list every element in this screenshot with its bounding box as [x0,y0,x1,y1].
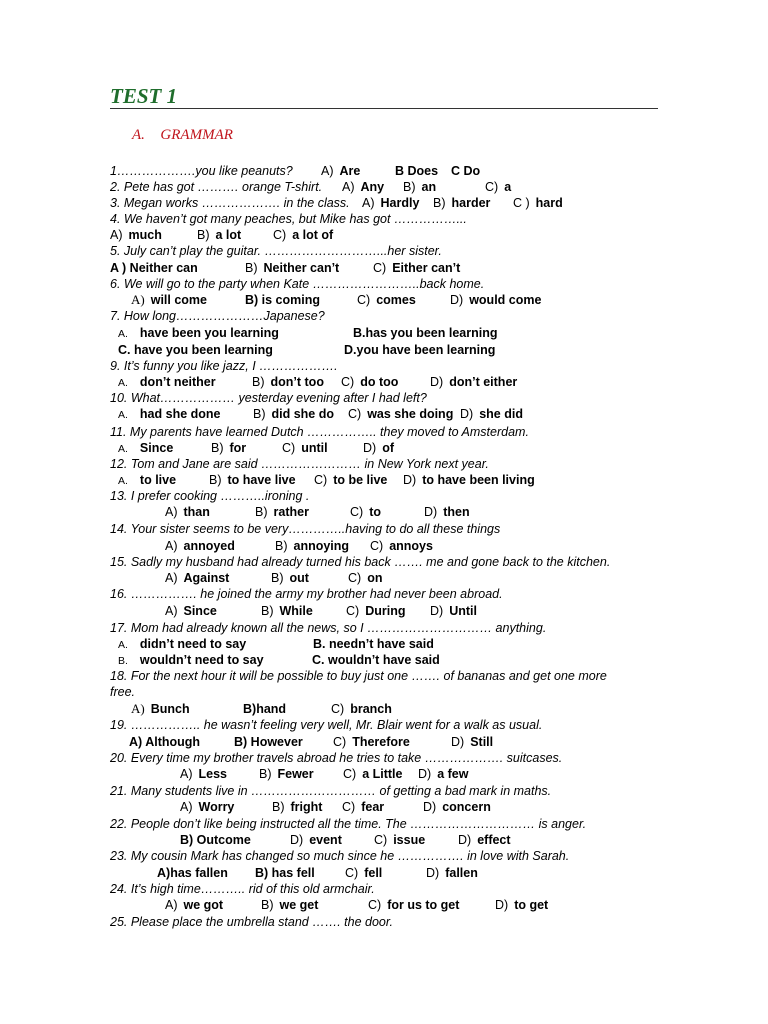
option-text: Therefore [352,735,410,749]
option-letter: B) [255,505,268,519]
option-letter: B) [272,800,285,814]
question-q18cont [110,684,135,700]
question-text: 1……………….you like peanuts? [110,164,293,178]
option-letter: C) [341,375,355,389]
option-text: Hardly [380,196,420,210]
option-text: effect [477,833,511,847]
answer-option-q11a [118,440,173,456]
option-text: we get [279,898,319,912]
option-letter: A) [110,228,123,242]
question-text: 5. July can’t play the guitar. ………………………...her sister. [110,244,442,258]
option-letter: D) [460,407,474,421]
answer-option-q19c [333,734,410,750]
option-letter: B) [403,180,416,194]
option-text: was she doing [367,407,454,421]
option-letter: D) [495,898,509,912]
question-text: 10. What……………… yesterday evening after I had left? [110,391,427,405]
answer-option-q19b [234,734,303,750]
option-text: a few [437,767,469,781]
question-text: 14. Your sister seems to be very…………..having to do all these things [110,522,501,536]
option-text: a lot of [292,228,334,242]
question-q23 [110,848,569,864]
option-letter: A) [165,898,178,912]
option-text: she did [479,407,523,421]
option-letter: A. [118,409,128,421]
option-letter: C) [373,261,387,275]
option-letter: B) [253,407,266,421]
section-prefix: A. [132,127,145,143]
option-text: a [504,180,512,194]
option-letter: D) [458,833,472,847]
option-text: do too [360,375,399,389]
option-letter: A. [118,328,128,340]
answer-option-q4b [197,227,241,243]
answer-option-q6b [245,292,320,308]
option-text: annoyed [183,539,235,553]
answer-option-q24b [261,897,318,913]
option-letter: A) [180,767,193,781]
answer-option-q10a [118,406,221,422]
answer-option-q19d [451,734,493,750]
option-text: Since [183,604,217,618]
option-text: fell [364,866,383,880]
option-letter: A) [131,701,145,716]
answer-option-q20d [418,766,468,782]
section-label: GRAMMAR [160,127,233,143]
option-letter: C) [273,228,287,242]
question-q15 [110,554,610,570]
question-q14 [110,521,500,537]
option-text: don’t too [270,375,324,389]
answer-option-q9b [252,374,324,390]
option-letter: A. [118,377,128,389]
option-text: an [421,180,437,194]
answer-option-q1b [395,163,438,179]
option-text: Fewer [277,767,314,781]
option-letter: A) [165,539,178,553]
option-letter: B) [259,767,272,781]
question-q11 [110,424,529,440]
question-text: 3. Megan works ………………. in the class. [110,196,350,210]
option-letter: C) [333,735,347,749]
answer-option-q15a [165,570,229,586]
option-text: comes [376,293,416,307]
answer-option-q20c [343,766,403,782]
option-letter: A) [165,604,178,618]
answer-option-q24d [495,897,548,913]
option-text: B)hand [243,702,287,716]
answer-option-q13a [165,504,210,520]
option-text: concern [442,800,491,814]
answer-option-q6d [450,292,541,308]
question-q24 [110,881,375,897]
answer-option-q12b [209,472,296,488]
option-letter: C) [357,293,371,307]
answer-option-q19a [129,734,200,750]
answer-option-q9d [430,374,517,390]
question-q4 [110,211,467,227]
answer-option-q24c [368,897,459,913]
option-letter: C) [350,505,364,519]
answer-option-q17a [118,636,246,652]
question-q2 [110,179,322,195]
option-letter: A) [180,800,193,814]
answer-option-q17b [313,636,434,652]
option-letter: B) [433,196,446,210]
answer-option-q12c [314,472,387,488]
option-letter: B) [209,473,222,487]
option-letter: A) [342,180,355,194]
option-letter: D) [423,800,437,814]
question-text: 19. …………….. he wasn’t feeling very well, Mr. Blair went for a walk as usual. [110,718,543,732]
option-text: for us to get [387,898,460,912]
option-letter: C) [331,702,345,716]
option-text: branch [350,702,392,716]
question-text: 17. Mom had already known all the news, so I ………………………… anything. [110,621,547,635]
answer-option-q16b [261,603,313,619]
option-letter: A) [321,164,334,178]
answer-option-q6a [131,292,207,308]
option-text: wouldn’t need to say [139,653,264,667]
question-text: 21. Many students live in ………………………… of getting a bad mark in maths. [110,784,552,798]
option-text: Less [198,767,227,781]
option-letter: B) [252,375,265,389]
option-text: have been you learning [139,326,279,340]
question-text: 7. How long…………………Japanese? [110,309,325,323]
question-q7 [110,308,325,324]
answer-option-q5c [373,260,460,276]
option-text: of [382,441,395,455]
answer-option-q1c [451,163,480,179]
option-text: much [128,228,162,242]
answer-option-q5b [245,260,339,276]
answer-option-q22d [458,832,511,848]
question-text: 22. People don’t like being instructed all the time. The ………………………… is anger. [110,817,587,831]
question-text: free. [110,685,136,699]
option-text: did she do [271,407,334,421]
option-letter: D) [290,833,304,847]
answer-option-q14c [370,538,433,554]
answer-option-q24a [165,897,223,913]
question-q17 [110,620,546,636]
test-title: TEST 1 [110,84,178,108]
option-text: to have live [227,473,296,487]
answer-option-q23d [426,865,478,881]
option-letter: D) [424,505,438,519]
option-letter: C) [485,180,499,194]
option-letter: C) [348,571,362,585]
option-text: Until [449,604,477,618]
answer-option-q11c [282,440,328,456]
option-letter: B) [245,261,258,275]
title-divider [110,108,658,109]
option-text: B) However [234,735,303,749]
answer-option-q13b [255,504,309,520]
option-text: fallen [445,866,478,880]
answer-option-q11b [211,440,246,456]
answer-option-q3a [362,195,419,211]
option-text: to get [514,898,549,912]
answer-option-q14a [165,538,235,554]
question-q12 [110,456,489,472]
option-text: Bunch [150,702,190,716]
option-letter: D) [426,866,440,880]
question-q1 [110,163,293,179]
answer-option-q10c [348,406,453,422]
answer-option-q7c [118,342,273,358]
question-q13 [110,488,309,504]
option-letter: C ) [513,196,530,210]
option-letter: B) [275,539,288,553]
option-text: annoys [389,539,433,553]
answer-option-q5a [110,260,198,276]
option-text: B) has fell [255,866,315,880]
answer-option-q18b [243,701,286,717]
option-text: a Little [362,767,403,781]
question-q21 [110,783,551,799]
option-letter: B) [211,441,224,455]
answer-option-q17c [118,652,264,668]
answer-option-q16d [430,603,477,619]
answer-option-q11d [363,440,394,456]
option-text: a lot [215,228,242,242]
option-text: fright [290,800,323,814]
answer-option-q6c [357,292,416,308]
question-text: 11. My parents have learned Dutch …………….. they moved to Amsterdam. [110,425,529,439]
option-text: Still [470,735,494,749]
answer-option-q12a [118,472,176,488]
option-letter: C) [374,833,388,847]
option-text: to live [139,473,177,487]
question-q9 [110,358,338,374]
option-text: D.you have been learning [344,343,496,357]
answer-option-q10b [253,406,334,422]
option-letter: D) [430,604,444,618]
option-letter: A) [131,292,145,307]
option-text: on [367,571,383,585]
question-q5 [110,243,442,259]
option-letter: D) [418,767,432,781]
answer-option-q7b [353,325,497,341]
option-text: had she done [139,407,221,421]
option-text: to be live [333,473,388,487]
answer-option-q20b [259,766,314,782]
question-q16 [110,586,503,602]
question-q20 [110,750,562,766]
option-text: B Does [395,164,439,178]
option-letter: C) [342,800,356,814]
option-text: A ) Neither can [110,261,198,275]
option-letter: B) [261,898,274,912]
option-letter: C) [282,441,296,455]
option-letter: A. [118,443,128,455]
question-q10 [110,390,427,406]
question-text: 18. For the next hour it will be possible to buy just one ……. of bananas and get one more [110,669,607,683]
question-text: 25. Please place the umbrella stand ……. the door. [110,915,394,929]
option-text: B) is coming [245,293,321,307]
answer-option-q20a [180,766,227,782]
option-text: hard [535,196,563,210]
option-text: until [301,441,328,455]
question-q3 [110,195,350,211]
option-text: Either can’t [392,261,461,275]
answer-option-q3b [433,195,490,211]
option-text: would come [469,293,542,307]
option-letter: D) [363,441,377,455]
answer-option-q2a [342,179,384,195]
option-letter: D) [430,375,444,389]
question-text: 2. Pete has got ………. orange T-shirt. [110,180,323,194]
answer-option-q4a [110,227,162,243]
option-text: event [309,833,342,847]
question-text: 20. Every time my brother travels abroad he tries to take ………………. suitcases. [110,751,563,765]
answer-option-q4c [273,227,333,243]
option-text: will come [150,293,207,307]
option-text: didn’t need to say [139,637,247,651]
option-text: B. needn’t have said [313,637,434,651]
option-text: out [289,571,309,585]
answer-option-q12d [403,472,535,488]
option-text: B) Outcome [180,833,251,847]
option-letter: C) [343,767,357,781]
question-text: 23. My cousin Mark has changed so much since he ……………. in love with Sarah. [110,849,570,863]
option-text: harder [451,196,491,210]
answer-option-q9c [341,374,398,390]
answer-option-q21c [342,799,384,815]
question-q6 [110,276,484,292]
answer-option-q2c [485,179,511,195]
option-text: than [183,505,210,519]
answer-option-q14b [275,538,349,554]
question-text: 24. It’s high time……….. rid of this old armchair. [110,882,375,896]
option-letter: A) [165,571,178,585]
question-text: 13. I prefer cooking ………..ironing . [110,489,310,503]
option-letter: A) [362,196,375,210]
option-text: to have been living [422,473,535,487]
answer-option-q16a [165,603,217,619]
question-text: 12. Tom and Jane are said …………………… in New York next year. [110,457,489,471]
answer-option-q16c [346,603,405,619]
option-text: B.has you been learning [353,326,498,340]
option-text: for [229,441,247,455]
option-text: don’t either [449,375,518,389]
option-letter: B) [261,604,274,618]
option-text: Since [139,441,174,455]
option-text: annoying [293,539,350,553]
option-text: to [369,505,382,519]
option-letter: A) [165,505,178,519]
option-text: Worry [198,800,235,814]
option-text: Against [183,571,230,585]
question-text: 16. ……………. he joined the army my brother had never been abroad. [110,587,503,601]
answer-option-q13d [424,504,470,520]
option-text: rather [273,505,309,519]
option-text: fear [361,800,385,814]
answer-option-q23b [255,865,315,881]
option-letter: C) [346,604,360,618]
option-letter: C) [368,898,382,912]
answer-option-q2b [403,179,436,195]
option-text: Any [360,180,385,194]
answer-option-q9a [118,374,216,390]
option-letter: D) [450,293,464,307]
answer-option-q7d [344,342,495,358]
option-text: Are [339,164,361,178]
section-heading [132,127,233,144]
option-text: then [443,505,470,519]
question-q19 [110,717,542,733]
answer-option-q22a [180,832,251,848]
option-text: issue [393,833,426,847]
answer-option-q18c [331,701,392,717]
option-text: A)has fallen [157,866,228,880]
option-text: Neither can’t [263,261,340,275]
option-letter: C) [345,866,359,880]
option-text: C. have you been learning [118,343,273,357]
option-letter: C) [314,473,328,487]
option-letter: B. [118,655,128,667]
answer-option-q15c [348,570,382,586]
option-letter: C) [348,407,362,421]
question-q18 [110,668,607,684]
answer-option-q1a [321,163,360,179]
option-text: C. wouldn’t have said [312,653,440,667]
question-q22 [110,816,586,832]
answer-option-q22c [374,832,425,848]
option-text: During [365,604,406,618]
option-text: we got [183,898,224,912]
option-text: C Do [451,164,481,178]
option-letter: A. [118,639,128,651]
answer-option-q15b [271,570,309,586]
option-letter: B) [197,228,210,242]
question-text: 15. Sadly my husband had already turned his back ……. me and gone back to the kitchen. [110,555,611,569]
question-text: 9. It’s funny you like jazz, I ………………. [110,359,338,373]
answer-option-q21b [272,799,322,815]
option-letter: A. [118,475,128,487]
answer-option-q3c [513,195,563,211]
option-letter: B) [271,571,284,585]
question-text: 4. We haven’t got many peaches, but Mike has got ……………... [110,212,467,226]
option-letter: D) [451,735,465,749]
option-letter: C) [370,539,384,553]
question-q25 [110,914,393,930]
answer-option-q23a [157,865,228,881]
answer-option-q7a [118,325,279,341]
answer-option-q18a [131,701,190,717]
answer-option-q21d [423,799,491,815]
answer-option-q17d [312,652,440,668]
option-text: A) Although [129,735,201,749]
answer-option-q10d [460,406,523,422]
option-letter: D) [403,473,417,487]
option-text: don’t neither [139,375,216,389]
answer-option-q13c [350,504,381,520]
answer-option-q23c [345,865,382,881]
answer-option-q22b [290,832,342,848]
answer-option-q21a [180,799,234,815]
option-text: While [279,604,313,618]
question-text: 6. We will go to the party when Kate ……………………..back home. [110,277,485,291]
